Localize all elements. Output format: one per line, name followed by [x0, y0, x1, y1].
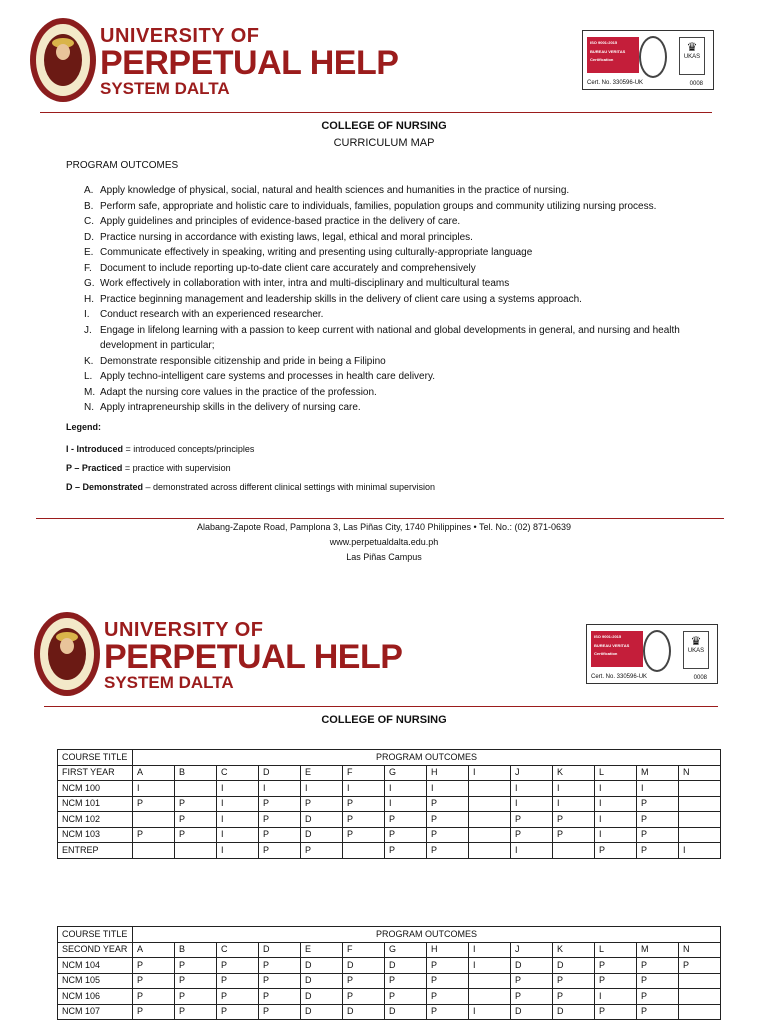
outcome-cell: P — [553, 812, 595, 828]
outcome-cell — [679, 812, 721, 828]
outcome-cell: P — [175, 796, 217, 812]
university-seal-icon — [34, 612, 100, 696]
outcome-text: Perform safe, appropriate and holistic care to individuals, families, population groups and community utilizing nursing process. — [100, 200, 657, 212]
outcome-cell: I — [511, 781, 553, 797]
outcome-cell: P — [385, 843, 427, 859]
outcome-cell: P — [511, 812, 553, 828]
program-outcomes-header: PROGRAM OUTCOMES — [133, 750, 721, 766]
outcome-cell: P — [427, 843, 469, 859]
page-title: COLLEGE OF NURSING — [321, 714, 447, 726]
outcome-cell: P — [427, 812, 469, 828]
outcome-cell: I — [469, 958, 511, 974]
outcome-cell: P — [511, 989, 553, 1005]
outcome-text: Apply knowledge of physical, social, natural and health sciences and humanities in the practice of nursing. — [100, 185, 570, 196]
page-subtitle: CURRICULUM MAP — [333, 137, 435, 149]
course-name: NCM 106 — [58, 989, 133, 1005]
outcome-cell: P — [217, 989, 259, 1005]
outcome-cell: D — [385, 958, 427, 974]
course-name: NCM 101 — [58, 796, 133, 812]
outcome-cell — [343, 843, 385, 859]
outcome-item — [84, 261, 724, 277]
outcome-cell — [553, 843, 595, 859]
iso-certification-badge — [582, 30, 714, 90]
outcome-cell: P — [637, 1004, 679, 1020]
outcome-letter: C. — [84, 216, 94, 227]
outcome-letter: I. — [84, 309, 90, 320]
outcome-item — [84, 199, 724, 215]
outcome-cell: P — [343, 989, 385, 1005]
outcome-column-header: I — [469, 942, 511, 958]
outcome-cell: D — [553, 958, 595, 974]
outcome-cell: P — [133, 827, 175, 843]
footer-divider — [36, 518, 724, 519]
outcome-cell: P — [175, 812, 217, 828]
outcome-cell: I — [511, 843, 553, 859]
outcome-text: Work effectively in collaboration with inter, intra and multi-disciplinary and multicultural teams — [100, 278, 510, 289]
program-outcomes-header: PROGRAM OUTCOMES — [133, 927, 721, 943]
outcome-text: Practice nursing in accordance with existing laws, legal, ethical and moral principles. — [100, 231, 473, 243]
footer-website: www.perpetualdalta.edu.ph — [329, 537, 439, 547]
outcome-cell: P — [217, 973, 259, 989]
ukas-crown-icon: ♛ UKAS — [683, 631, 709, 669]
program-outcomes-list — [84, 183, 724, 416]
outcome-cell — [469, 812, 511, 828]
outcome-cell: P — [637, 973, 679, 989]
program-outcomes-heading: PROGRAM OUTCOMES — [66, 160, 179, 171]
outcome-cell: P — [595, 1004, 637, 1020]
outcome-cell: D — [301, 973, 343, 989]
certification-seal-icon — [643, 630, 671, 672]
cert-code: 0008 — [689, 81, 703, 87]
outcome-item — [84, 276, 724, 292]
brand-line-2: PERPETUAL HELP — [100, 44, 399, 82]
header-divider — [40, 112, 712, 113]
outcome-cell: P — [427, 827, 469, 843]
outcome-cell: I — [469, 1004, 511, 1020]
outcome-cell: I — [259, 781, 301, 797]
outcome-cell — [469, 973, 511, 989]
outcome-cell: P — [175, 973, 217, 989]
outcome-text: Apply techno-intelligent care systems and processes in health care delivery. — [100, 371, 435, 382]
outcome-column-header: I — [469, 765, 511, 781]
outcome-cell: I — [637, 781, 679, 797]
outcome-cell: P — [343, 812, 385, 828]
outcome-letter: M. — [84, 386, 96, 398]
outcome-cell: P — [637, 958, 679, 974]
university-wordmark — [100, 26, 398, 97]
outcome-text: Communicate effectively in speaking, writing and presenting using culturally-appropriate language — [100, 247, 533, 258]
table-row — [58, 973, 721, 989]
outcome-cell: I — [511, 796, 553, 812]
table-row — [58, 827, 721, 843]
outcome-cell: P — [637, 843, 679, 859]
year-label: SECOND YEAR — [58, 942, 133, 958]
outcome-cell — [679, 781, 721, 797]
year-label: FIRST YEAR — [58, 765, 133, 781]
outcome-column-header: K — [553, 765, 595, 781]
outcome-cell: P — [175, 958, 217, 974]
outcome-cell — [679, 827, 721, 843]
table-row — [58, 989, 721, 1005]
outcome-column-header: C — [217, 765, 259, 781]
outcome-letter: H. — [84, 293, 94, 305]
course-name: NCM 100 — [58, 781, 133, 797]
outcome-letter: A. — [84, 185, 94, 196]
table-header-row — [58, 750, 721, 766]
outcome-cell: P — [385, 812, 427, 828]
outcome-column-header: D — [259, 765, 301, 781]
outcome-column-header: L — [595, 942, 637, 958]
outcome-cell — [175, 843, 217, 859]
outcome-cell: I — [133, 781, 175, 797]
outcome-cell — [469, 796, 511, 812]
outcome-cell: D — [511, 958, 553, 974]
outcome-item — [84, 230, 724, 246]
university-wordmark: UNIVERSITY OF PERPETUAL HELP SYSTEM DALTA — [104, 619, 403, 692]
outcome-item — [84, 183, 724, 199]
outcome-cell — [175, 781, 217, 797]
outcome-cell: D — [301, 989, 343, 1005]
outcome-column-header: G — [385, 765, 427, 781]
outcome-column-header: B — [175, 942, 217, 958]
outcome-cell: I — [301, 781, 343, 797]
outcome-text: Adapt the nursing core values in the practice of the profession. — [100, 386, 377, 398]
outcome-cell: P — [133, 973, 175, 989]
outcome-cell: I — [595, 989, 637, 1005]
outcome-cell: I — [595, 812, 637, 828]
outcome-cell: P — [385, 989, 427, 1005]
outcome-cell: I — [343, 781, 385, 797]
outcome-item — [84, 354, 724, 370]
outcome-cell: D — [343, 1004, 385, 1020]
outcome-cell: P — [511, 827, 553, 843]
outcome-column-header: N — [679, 765, 721, 781]
table-row — [58, 958, 721, 974]
outcome-column-header: J — [511, 765, 553, 781]
curriculum-table-first-year — [57, 749, 721, 859]
outcome-cell: P — [301, 796, 343, 812]
outcome-column-header: B — [175, 765, 217, 781]
outcome-column-header: F — [343, 942, 385, 958]
outcome-cell: I — [679, 843, 721, 859]
outcome-cell: P — [259, 827, 301, 843]
table-row — [58, 1004, 721, 1020]
outcome-cell: P — [637, 796, 679, 812]
outcome-cell — [679, 796, 721, 812]
outcome-cell: I — [595, 781, 637, 797]
table-row — [58, 796, 721, 812]
outcome-cell: P — [427, 1004, 469, 1020]
legend-heading: Legend: — [66, 422, 101, 432]
outcome-cell — [133, 843, 175, 859]
table-row — [58, 781, 721, 797]
footer — [0, 520, 768, 565]
outcome-item — [84, 245, 724, 261]
outcome-letter: K. — [84, 355, 94, 367]
outcome-text: Apply intrapreneurship skills in the delivery of nursing care. — [100, 402, 361, 413]
outcome-cell — [469, 827, 511, 843]
footer-address: Alabang-Zapote Road, Pamplona 3, Las Piñas City, 1740 Philippines • Tel. No.: (02) 871-0639 — [196, 522, 572, 532]
legend-item: D – Demonstrated – demonstrated across different clinical settings with minimal supervision — [66, 482, 435, 492]
outcome-cell: P — [133, 1004, 175, 1020]
outcome-cell — [679, 1004, 721, 1020]
outcome-column-header: L — [595, 765, 637, 781]
outcome-cell: P — [637, 989, 679, 1005]
document-page-2 — [0, 600, 768, 1024]
course-name: NCM 102 — [58, 812, 133, 828]
outcome-cell: D — [301, 827, 343, 843]
legend-item: P – Practiced = practice with supervision — [66, 463, 231, 473]
table-column-row — [58, 765, 721, 781]
outcome-cell: P — [259, 812, 301, 828]
outcome-cell: P — [553, 989, 595, 1005]
outcome-cell: P — [343, 827, 385, 843]
outcome-cell: P — [595, 973, 637, 989]
course-name: ENTREP — [58, 843, 133, 859]
outcome-cell: I — [217, 843, 259, 859]
outcome-cell: P — [553, 973, 595, 989]
course-title-header: COURSE TITLE — [58, 927, 133, 943]
outcome-cell — [469, 989, 511, 1005]
outcome-cell: P — [385, 973, 427, 989]
outcome-cell: P — [385, 827, 427, 843]
outcome-cell: D — [343, 958, 385, 974]
outcome-cell: I — [217, 827, 259, 843]
course-name: NCM 103 — [58, 827, 133, 843]
outcome-cell: P — [259, 843, 301, 859]
outcome-cell: I — [595, 796, 637, 812]
ukas-crown-icon: ♛ UKAS — [679, 37, 705, 75]
outcome-cell: P — [259, 796, 301, 812]
outcome-item — [84, 385, 724, 401]
course-name: NCM 105 — [58, 973, 133, 989]
outcome-cell: I — [553, 796, 595, 812]
outcome-cell: P — [259, 973, 301, 989]
outcome-cell — [133, 812, 175, 828]
outcome-cell: I — [385, 796, 427, 812]
outcome-cell: P — [595, 843, 637, 859]
outcome-column-header: J — [511, 942, 553, 958]
outcome-cell: P — [343, 796, 385, 812]
outcome-cell: P — [301, 843, 343, 859]
outcome-column-header: K — [553, 942, 595, 958]
outcome-column-header: E — [301, 765, 343, 781]
outcome-cell: P — [511, 973, 553, 989]
outcome-cell: P — [217, 958, 259, 974]
outcome-item — [84, 214, 724, 230]
outcome-cell: P — [133, 958, 175, 974]
outcome-cell: P — [133, 796, 175, 812]
outcome-cell: P — [427, 973, 469, 989]
table-row — [58, 812, 721, 828]
curriculum-table-second-year — [57, 926, 721, 1020]
outcome-item — [84, 369, 724, 385]
outcome-letter: J. — [84, 324, 92, 336]
outcome-letter: G. — [84, 278, 95, 289]
outcome-text: Engage in lifelong learning with a passion to keep current with national and global developments in general, and nursing and health development in particular; — [100, 324, 680, 351]
outcome-text: Demonstrate responsible citizenship and pride in being a Filipino — [100, 355, 386, 367]
outcome-cell: P — [637, 812, 679, 828]
table-header-row — [58, 927, 721, 943]
university-seal-icon — [30, 18, 96, 102]
outcome-cell: P — [259, 989, 301, 1005]
outcome-cell: P — [133, 989, 175, 1005]
outcome-cell — [469, 781, 511, 797]
outcome-cell: P — [259, 958, 301, 974]
outcome-cell: D — [511, 1004, 553, 1020]
outcome-column-header: H — [427, 765, 469, 781]
outcome-cell: P — [595, 958, 637, 974]
iso-certification-badge: ISO 9001:2015 BUREAU VERITAS Certification ♛ UKAS Cert. No. 330596-UK 0008 — [586, 624, 718, 684]
certification-seal-icon — [639, 36, 667, 78]
outcome-cell: P — [175, 1004, 217, 1020]
outcome-cell — [679, 989, 721, 1005]
outcome-cell: I — [427, 781, 469, 797]
outcome-cell: D — [301, 812, 343, 828]
outcome-column-header: E — [301, 942, 343, 958]
outcome-column-header: C — [217, 942, 259, 958]
brand-line-3: SYSTEM DALTA — [100, 79, 230, 98]
outcome-text: Conduct research with an experienced researcher. — [100, 309, 324, 320]
outcome-column-header: H — [427, 942, 469, 958]
outcome-cell: P — [553, 827, 595, 843]
outcome-cell: D — [301, 1004, 343, 1020]
course-name: NCM 107 — [58, 1004, 133, 1020]
outcome-column-header: G — [385, 942, 427, 958]
outcome-column-header: F — [343, 765, 385, 781]
outcome-cell: I — [553, 781, 595, 797]
course-title-header: COURSE TITLE — [58, 750, 133, 766]
outcome-column-header: A — [133, 942, 175, 958]
outcome-item — [84, 400, 724, 416]
outcome-text: Document to include reporting up-to-date client care accurately and comprehensively — [100, 262, 476, 274]
page-title: COLLEGE OF NURSING — [321, 120, 447, 132]
outcome-column-header: M — [637, 765, 679, 781]
outcome-cell: P — [259, 1004, 301, 1020]
outcome-cell: P — [175, 827, 217, 843]
course-name: NCM 104 — [58, 958, 133, 974]
outcome-cell — [469, 843, 511, 859]
outcome-cell: P — [343, 973, 385, 989]
outcome-cell: P — [679, 958, 721, 974]
outcome-cell — [679, 973, 721, 989]
outcome-cell: P — [427, 958, 469, 974]
outcome-cell: I — [385, 781, 427, 797]
outcome-text: Practice beginning management and leadership skills in the delivery of client care using a systems approach. — [100, 293, 582, 305]
outcome-item — [84, 323, 724, 354]
outcome-letter: L. — [84, 371, 93, 382]
header-divider — [44, 706, 718, 707]
outcome-column-header: A — [133, 765, 175, 781]
outcome-letter: D. — [84, 231, 94, 243]
outcome-column-header: N — [679, 942, 721, 958]
outcome-text: Apply guidelines and principles of evidence-based practice in the delivery of care. — [100, 216, 461, 227]
outcome-cell: I — [217, 796, 259, 812]
outcome-cell: P — [637, 827, 679, 843]
outcome-cell: I — [217, 812, 259, 828]
footer-campus: Las Piñas Campus — [346, 552, 422, 562]
brand-line-1: UNIVERSITY OF — [100, 25, 260, 47]
outcome-cell: D — [301, 958, 343, 974]
outcome-column-header: M — [637, 942, 679, 958]
outcome-cell: D — [385, 1004, 427, 1020]
outcome-letter: E. — [84, 247, 94, 258]
outcome-cell: P — [175, 989, 217, 1005]
bureau-veritas-logo: ISO 9001:2015 BUREAU VERITAS Certification — [587, 37, 639, 73]
table-row — [58, 843, 721, 859]
outcome-cell: I — [217, 781, 259, 797]
outcome-letter: F. — [84, 262, 92, 274]
outcome-letter: B. — [84, 200, 94, 212]
outcome-item — [84, 292, 724, 308]
outcome-cell: P — [427, 989, 469, 1005]
table-column-row — [58, 942, 721, 958]
cert-number: Cert. No. 330596-UK — [587, 80, 644, 86]
outcome-letter: N. — [84, 402, 94, 413]
outcome-item — [84, 307, 724, 323]
outcome-cell: P — [217, 1004, 259, 1020]
outcome-cell: I — [595, 827, 637, 843]
legend-item: I - Introduced = introduced concepts/principles — [66, 444, 255, 454]
outcome-cell: D — [553, 1004, 595, 1020]
outcome-cell: P — [427, 796, 469, 812]
outcome-column-header: D — [259, 942, 301, 958]
